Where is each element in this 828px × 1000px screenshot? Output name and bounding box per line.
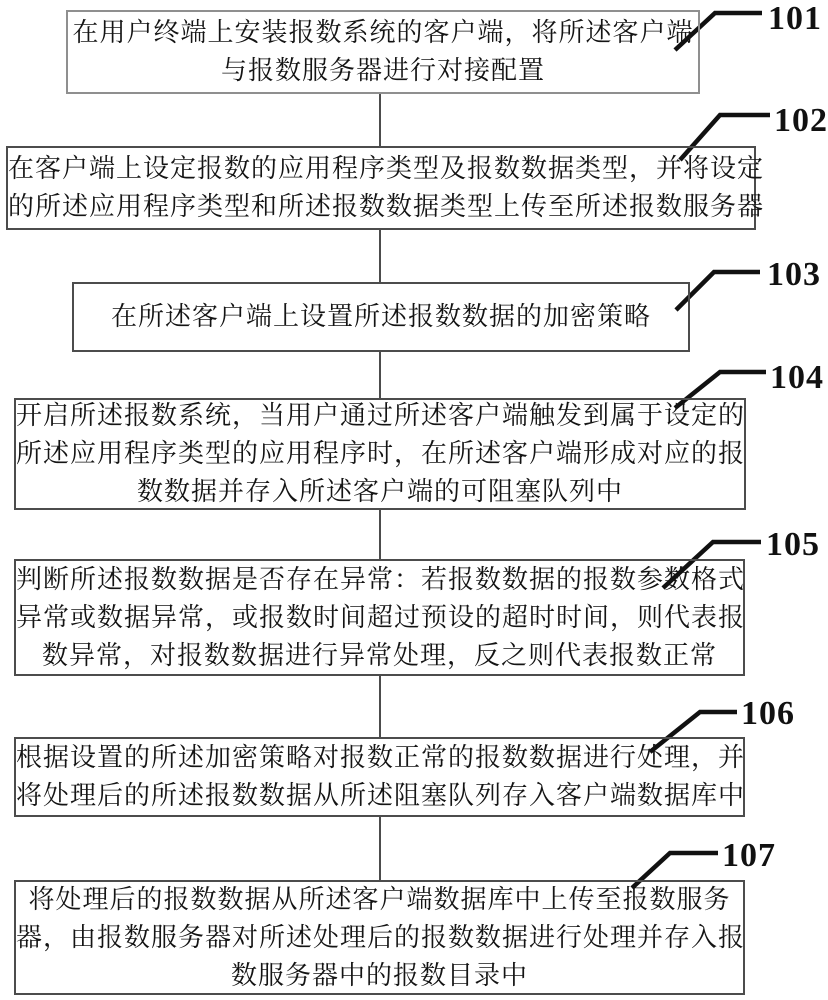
step-ref-104: 104	[770, 359, 824, 396]
step-ref-101: 101	[768, 0, 822, 37]
step-box-102	[6, 146, 765, 230]
step-101-text-line: 与报数服务器进行对接配置	[220, 56, 545, 85]
step-ref-105: 105	[766, 526, 820, 563]
step-105-text-line: 数异常，对报数数据进行异常处理，反之则代表报数正常	[41, 640, 717, 670]
step-102-text-line: 在客户端上设定报数的应用程序类型及报数数据类型，并将设定	[8, 154, 765, 183]
step-107-text-line: 器，由报数服务器对所述处理后的报数数据进行处理并存入报	[16, 922, 746, 952]
step-box-104	[14, 398, 746, 510]
step-105-text-line: 异常或数据异常，或报数时间超过预设的超时时间，则代表报	[16, 602, 746, 632]
step-106-text-line: 根据设置的所述加密策略对报数正常的报数数据进行处理，并	[16, 743, 746, 772]
step-box-101	[66, 10, 700, 94]
step-101-text-line: 在用户终端上安装报数系统的客户端，将所述客户端	[72, 18, 694, 47]
step-105-text-line: 判断所述报数数据是否存在异常：若报数数据的报数参数格式	[16, 564, 746, 594]
step-ref-103: 103	[767, 256, 821, 293]
step-ref-102: 102	[774, 102, 828, 139]
step-ref-106: 106	[741, 695, 795, 732]
step-106-text-line: 将处理后的所述报数数据从所述阻塞队列存入客户端数据库中	[16, 781, 746, 810]
step-104-text-line: 数数据并存入所述客户端的可阻塞队列中	[136, 477, 623, 506]
step-104-text-line: 所述应用程序类型的应用程序时，在所述客户端形成对应的报	[16, 439, 746, 468]
step-107-text-line: 数服务器中的报数目录中	[230, 960, 528, 990]
step-103-text-line: 在所述客户端上设置所述报数数据的加密策略	[110, 302, 651, 331]
step-ref-107: 107	[722, 837, 776, 874]
step-box-105	[14, 559, 745, 676]
step-107-text-line: 将处理后的报数数据从所述客户端数据库中上传至报数服务	[28, 884, 731, 914]
step-box-106	[14, 737, 745, 817]
step-box-103	[72, 282, 690, 352]
step-box-107	[14, 880, 745, 995]
step-102-text-line: 的所述应用程序类型和所述报数数据类型上传至所述报数服务器	[8, 192, 765, 221]
step-104-text-line: 开启所述报数系统，当用户通过所述客户端触发到属于设定的	[16, 401, 746, 430]
